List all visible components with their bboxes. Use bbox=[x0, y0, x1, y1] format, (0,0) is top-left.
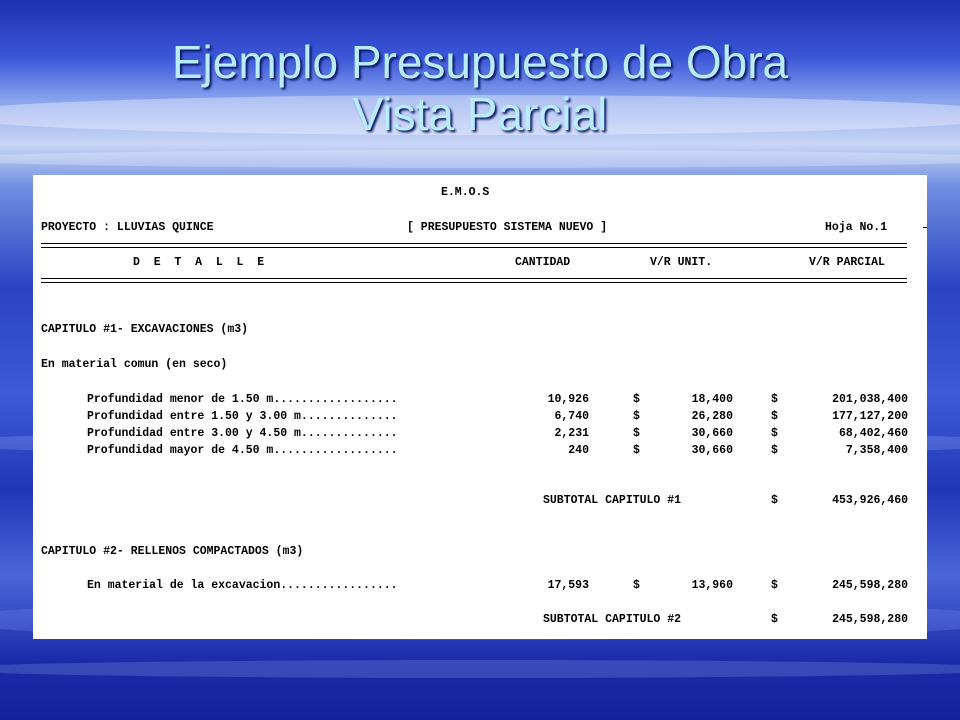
chapter-2-title: CAPITULO #2- RELLENOS COMPACTADOS (m3) bbox=[41, 545, 304, 558]
slide-title-line-1: Ejemplo Presupuesto de Obra bbox=[171, 36, 789, 88]
line-item-unit-value: 26,280 bbox=[691, 410, 733, 423]
budget-report bbox=[33, 175, 927, 639]
chapter-2-subtotal-value: 245,598,280 bbox=[832, 613, 908, 626]
chapter-2-subtotal-label: SUBTOTAL CAPITULO #2 bbox=[543, 613, 682, 626]
currency-symbol: $ bbox=[633, 393, 640, 406]
line-item-partial-value: 245,598,280 bbox=[832, 579, 908, 592]
line-item-description: Profundidad menor de 1.50 m.................. bbox=[87, 393, 398, 406]
line-item-unit-value: 13,960 bbox=[691, 579, 733, 592]
page-edge-mark bbox=[923, 227, 927, 228]
currency-symbol: $ bbox=[633, 444, 640, 457]
line-item-partial-value: 177,127,200 bbox=[832, 410, 908, 423]
line-item-unit-value: 30,660 bbox=[691, 444, 733, 457]
currency-symbol: $ bbox=[771, 393, 778, 406]
line-item-unit-value: 30,660 bbox=[691, 427, 733, 440]
line-item-description: Profundidad entre 1.50 y 3.00 m.............. bbox=[87, 410, 398, 423]
background-wave bbox=[0, 150, 960, 168]
currency-symbol: $ bbox=[771, 613, 778, 626]
currency-symbol: $ bbox=[771, 427, 778, 440]
report-company: E.M.O.S bbox=[441, 186, 490, 199]
report-sheet-number: Hoja No.1 bbox=[825, 221, 888, 234]
currency-symbol: $ bbox=[633, 427, 640, 440]
line-item-partial-value: 201,038,400 bbox=[832, 393, 908, 406]
header-rule bbox=[41, 278, 907, 283]
column-header-detalle: D E T A L L E bbox=[133, 256, 265, 269]
line-item-description: Profundidad entre 3.00 y 4.50 m.............. bbox=[87, 427, 398, 440]
line-item-quantity: 10,926 bbox=[547, 393, 589, 406]
report-project: PROYECTO : LLUVIAS QUINCE bbox=[41, 221, 214, 234]
column-header-vr-parcial: V/R PARCIAL bbox=[809, 256, 885, 269]
line-item-unit-value: 18,400 bbox=[691, 393, 733, 406]
header-rule bbox=[41, 243, 907, 248]
currency-symbol: $ bbox=[771, 444, 778, 457]
currency-symbol: $ bbox=[771, 494, 778, 507]
line-item-partial-value: 68,402,460 bbox=[838, 427, 908, 440]
line-item-quantity: 2,231 bbox=[554, 427, 589, 440]
chapter-1-subtotal-value: 453,926,460 bbox=[832, 494, 908, 507]
background-wave bbox=[0, 660, 960, 678]
chapter-1-title: CAPITULO #1- EXCAVACIONES (m3) bbox=[41, 323, 249, 336]
chapter-1-subtitle: En material comun (en seco) bbox=[41, 358, 228, 371]
currency-symbol: $ bbox=[771, 579, 778, 592]
line-item-partial-value: 7,358,400 bbox=[845, 444, 908, 457]
column-header-cantidad: CANTIDAD bbox=[515, 256, 571, 269]
slide-title-line-2: Vista Parcial bbox=[352, 88, 608, 140]
line-item-quantity: 17,593 bbox=[547, 579, 589, 592]
line-item-quantity: 240 bbox=[568, 444, 589, 457]
chapter-1-subtotal-label: SUBTOTAL CAPITULO #1 bbox=[543, 494, 682, 507]
report-budget-label: [ PRESUPUESTO SISTEMA NUEVO ] bbox=[407, 221, 608, 234]
currency-symbol: $ bbox=[633, 410, 640, 423]
currency-symbol: $ bbox=[633, 579, 640, 592]
line-item-description: En material de la excavacion................. bbox=[87, 579, 398, 592]
line-item-quantity: 6,740 bbox=[554, 410, 589, 423]
currency-symbol: $ bbox=[771, 410, 778, 423]
slide-title bbox=[0, 36, 960, 140]
line-item-description: Profundidad mayor de 4.50 m.................. bbox=[87, 444, 398, 457]
column-header-vr-unit: V/R UNIT. bbox=[650, 256, 713, 269]
